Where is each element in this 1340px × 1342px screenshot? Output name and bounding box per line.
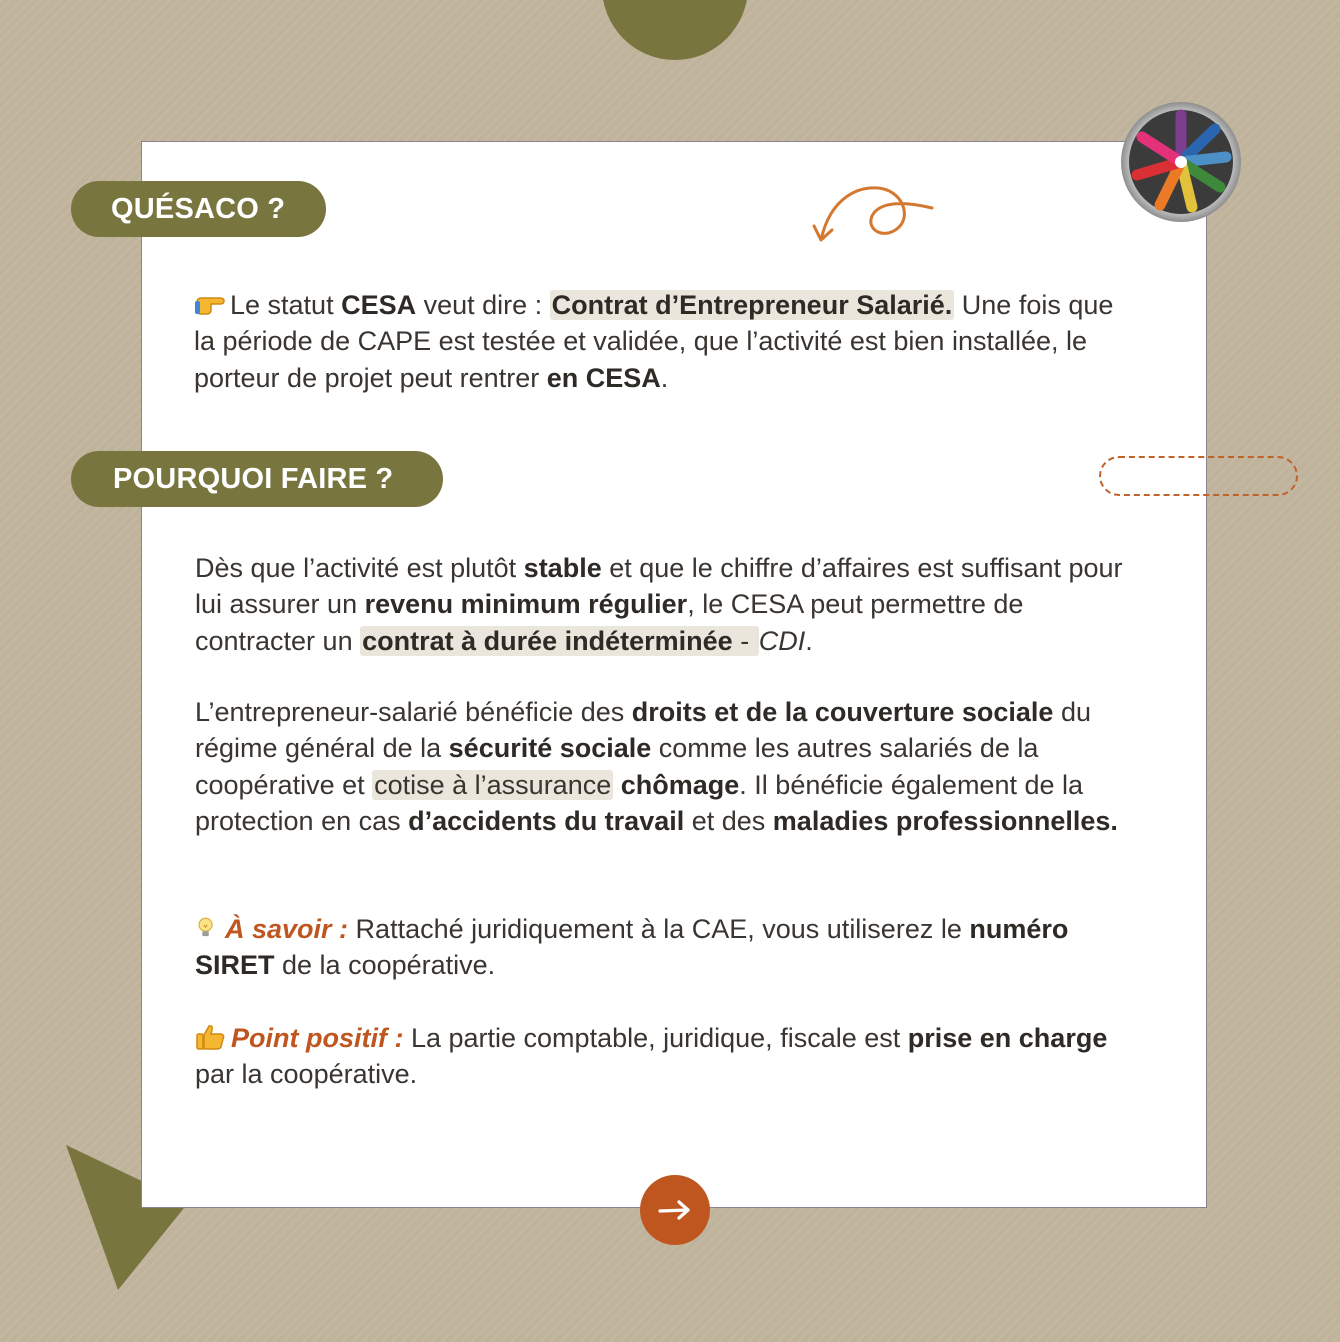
section-title-quesaco: QUÉSACO ? — [71, 181, 326, 237]
next-page-button[interactable] — [640, 1175, 710, 1245]
highlight-cesa-meaning: Contrat d’Entrepreneur Salarié. — [551, 290, 953, 320]
arrow-right-icon — [655, 1190, 695, 1230]
paragraph-droits-sociaux: L’entrepreneur-salarié bénéficie des droits et de la couverture sociale du régime général de la sécurité sociale comme les autres salariés de la coopérative et cotise à l’assurance chômage. Il bénéficie également de la protection en cas d’accidents du travail et des maladies professionnelles. — [195, 697, 1118, 836]
curly-arrow-icon — [808, 180, 938, 248]
paragraph-point-positif: Point positif : La partie comptable, juridique, fiscale est prise en charge par la coopérative. — [195, 1023, 1108, 1090]
section-title-pourquoi-faire: POURQUOI FAIRE ? — [71, 451, 443, 507]
paragraph-cesa-definition: Le statut CESA veut dire : Contrat d’Entrepreneur Salarié. Une fois que la période de CAPE est testée et validée, que l’activité est bien installée, le porteur de projet peut rentrer en CESA. — [194, 290, 1114, 393]
highlight-cdi: contrat à durée indéterminée - — [362, 625, 757, 656]
lightbulb-icon — [195, 914, 221, 942]
cooperative-logo-icon — [1120, 101, 1242, 223]
paragraph-a-savoir: À savoir : Rattaché juridiquement à la CAE, vous utiliserez le numéro SIRET de la coopérative. — [195, 914, 1069, 981]
thumbs-up-icon — [195, 1023, 227, 1051]
pointing-right-hand-icon — [194, 290, 226, 318]
decorative-dashed-pill — [1099, 456, 1298, 496]
decorative-circle — [602, 0, 748, 60]
paragraph-pourquoi-cdi: Dès que l’activité est plutôt stable et que le chiffre d’affaires est suffisant pour lui assurer un revenu minimum régulier, le CESA peut permettre de contracter un contrat à durée indéterminée - CDI. — [195, 553, 1123, 656]
highlight-assurance: cotise à l’assurance — [374, 769, 612, 800]
